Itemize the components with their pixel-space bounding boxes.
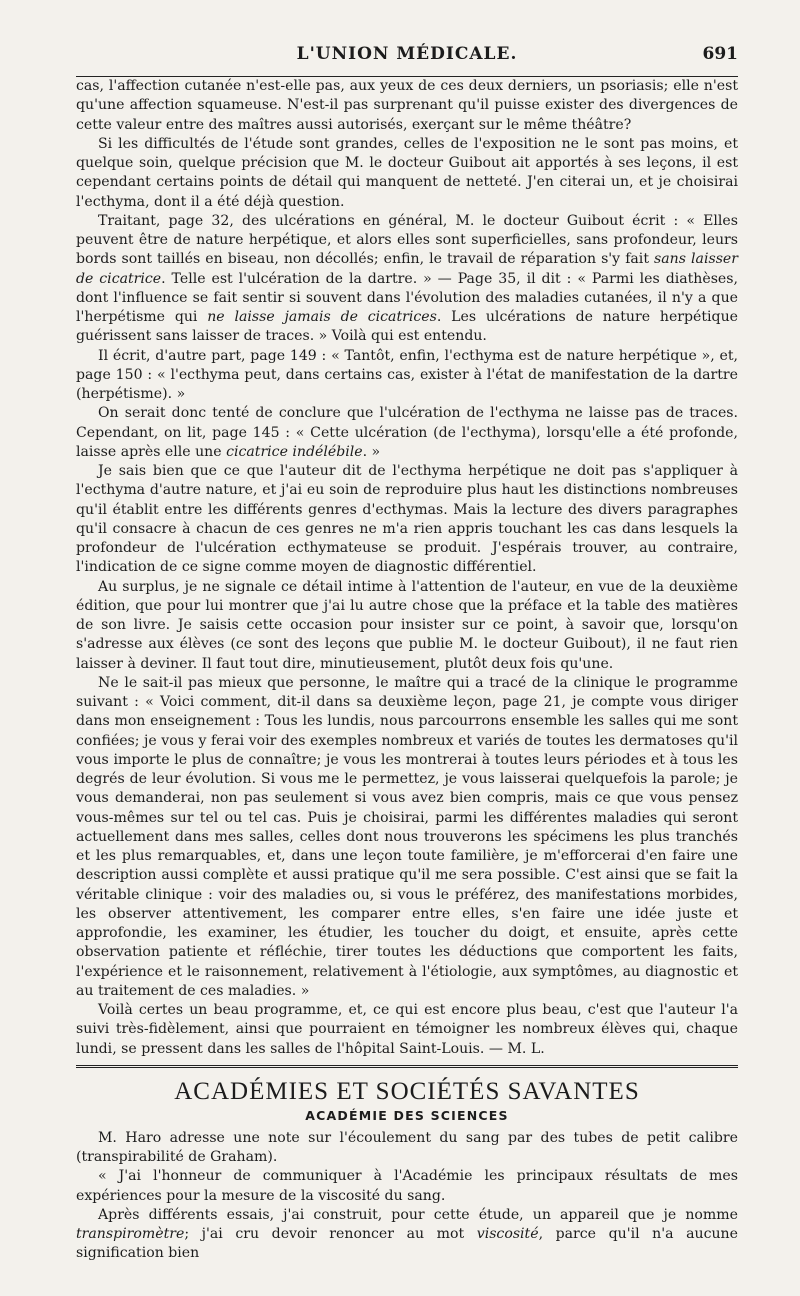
text-run: On serait donc tenté de conclure que l'ulcération de l'ecthyma ne laisse pas de traces. Cependant, on lit, page 145 : « Cette ulcération (de l'ecthyma), lorsqu'elle a été profonde, laisse après elle une: [76, 405, 738, 460]
text-run: , parce qu'il n'a aucune signification bien: [76, 1226, 738, 1262]
paragraph: [76, 1001, 738, 1059]
paragraph: [76, 212, 738, 347]
italic-quote: sans laisser de cicatrice: [76, 251, 739, 287]
section-body: [76, 1129, 738, 1264]
paragraph: Je sais bien que ce que l'auteur dit de l'ecthyma herpétique ne doit pas s'appliquer à l'ecthyma d'autre nature, et j'ai eu soin de reproduire plus haut les distinctions nombreuses qu'il établit entre les différents genres d'ecthymas. Mais la lecture des divers paragraphes qu'il consacre à chacun de ces genres ne m'a rien appris touchant les cas dans lesquels la profondeur de l'ulcération ecthymateuse se produit. J'espérais trouver, au contraire, l'indication de ce signe comme moyen de diagnostic différentiel.: [76, 463, 738, 576]
text-run: Après différents essais, j'ai construit, pour cette étude, un appareil que je nomme: [98, 1206, 738, 1223]
running-head: [76, 40, 738, 74]
subsection-title: ACADÉMIE DES SCIENCES: [305, 1107, 509, 1123]
text-run: Traitant, page 32, des ulcérations en général, M. le docteur Guibout écrit : « Elles peuvent être de nature herpétique, et alors elles sont superficielles, sans profondeur, leurs bords sont taillés en biseau, non décollés; enfin, le travail de réparation s'y fait: [76, 212, 738, 268]
paragraph: « J'ai l'honneur de communiquer à l'Académie les principaux résultats de mes expériences pour la mesure de la viscosité du sang.: [76, 1168, 738, 1204]
paragraph: Si les difficultés de l'étude sont grandes, celles de l'exposition ne le sont pas moins, et quelque soin, quelque précision que M. le docteur Guibout ait apportés à ses leçons, il est cependant certains points de détail qui manquent de netteté. J'en citerai un, et je choisirai l'ecthyma, dont il a été déjà question.: [76, 135, 738, 210]
paragraph: [76, 1206, 738, 1264]
paragraph: Ne le sait-il pas mieux que personne, le maître qui a tracé de la clinique le programme suivant : « Voici comment, dit-il dans sa deuxième leçon, page 21, je compte vous diriger dans mon enseignement : Tous les lundis, nous parcourrons ensemble les salles qui me sont confiées; je vous y ferai voir des exemples nombreux et variés de toutes les dermatoses qu'il vous importe le plus de connaître; je vous les montrerai à toutes leurs périodes et à tous les degrés de leur évolution. Si vous me le permettez, je vous laisserai quelquefois la parole; je vous demanderai, non pas seulement si vous avez bien compris, mais ce que vous pensez vous-mêmes sur tel ou tel cas. Puis je choisirai, parmi les différentes maladies qui seront actuellement dans mes salles, celles dont nous trouverons les spécimens les plus tranchés et les plus remarquables, et, dans une leçon toute familière, je m'efforcerai d'en faire une description aussi complète et aussi pratique qu'il me sera possible. C'est ainsi que se fait la véritable clinique : voir des maladies ou, si vous le préférez, des manifestations morbides, les observer attentivement, les comparer entre elles, s'en faire une idée juste et approfondie, les examiner, les étudier, les toucher du doigt, et ensuite, après cette observation patiente et réfléchie, tirer toutes les déductions que comportent les faits, l'expérience et le raisonnement, relativement à l'étiologie, aux symptômes, au diagnostic et au traitement de ces maladies. »: [76, 674, 738, 999]
journal-title: L'UNION MÉDICALE.: [296, 44, 518, 64]
italic-term: viscosité: [476, 1226, 539, 1242]
paragraph: Au surplus, je ne signale ce détail intime à l'attention de l'auteur, en vue de la deuxième édition, que pour lui montrer que j'ai lu autre chose que la préface et la table des matières de son livre. Je saisis cette occasion pour insister sur ce point, à savoir que, lorsqu'on s'adresse aux élèves (ce sont des leçons que publie M. le docteur Guibout), il ne faut rien laisser à deviner. Il faut tout dire, minutieusement, plutôt deux fois qu'une.: [76, 578, 738, 672]
page-number: 691: [702, 44, 738, 64]
paragraph: M. Haro adresse une note sur l'écoulement du sang par des tubes de petit calibre (transpirabilité de Graham).: [76, 1129, 738, 1165]
article-body: [76, 77, 738, 1059]
text-run: . Les ulcérations de nature herpétique guérissent sans laisser de traces. » Voilà qui est entendu.: [76, 309, 738, 345]
text-run: ; j'ai cru devoir renoncer au mot: [184, 1226, 477, 1242]
text-run: . Telle est l'ulcération de la dartre. » — Page 35, il dit : « Parmi les diathèses, dont l'influence se fait sentir si souvent dans l'évolution des maladies cutanées, il n'y a que l'herpétisme qui: [76, 270, 738, 325]
paragraph: [76, 404, 738, 462]
text-run: Voilà certes un beau programme, et, ce qui est encore plus beau, c'est que l'auteur l'a suivi très-fidèlement, ainsi que pourraient en témoigner les nombreux élèves qui, chaque lundi, se pressent dans les salles de l'hôpital Saint-Louis.: [76, 1002, 738, 1057]
italic-term: transpiromètre: [76, 1226, 185, 1242]
section-separator: [76, 1065, 738, 1068]
section-title: ACADÉMIES ET SOCIÉTÉS SAVANTES: [174, 1077, 640, 1105]
italic-quote: ne laisse jamais de cicatrices: [207, 309, 437, 325]
text-run: . »: [362, 443, 381, 460]
paragraph: Il écrit, d'autre part, page 149 : « Tantôt, enfin, l'ecthyma est de nature herpétique », et, page 150 : « l'ecthyma peut, dans certains cas, exister à l'état de manifestation de la dartre (herpétisme). »: [76, 347, 738, 402]
paragraph: cas, l'affection cutanée n'est-elle pas, aux yeux de ces deux derniers, un psoriasis; elle n'est qu'une affection squameuse. N'est-il pas surprenant qu'il puisse exister des divergences de cette valeur entre des maîtres aussi autorisés, exerçant sur le même théâtre?: [76, 78, 738, 133]
journal-page: [76, 40, 738, 1264]
italic-quote: cicatrice indélébile: [226, 443, 363, 460]
author-signature: — M. L.: [488, 1040, 545, 1057]
